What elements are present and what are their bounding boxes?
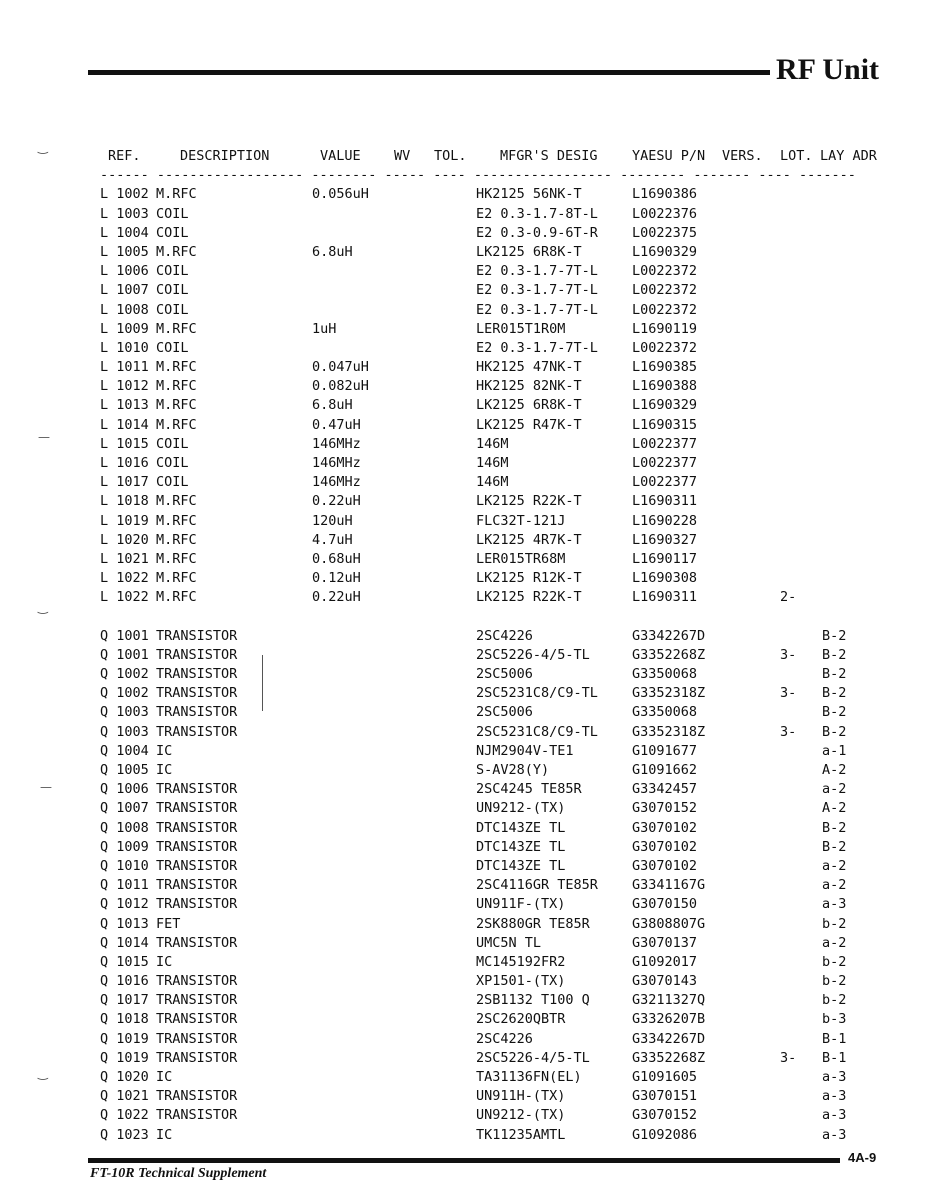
description-cell: TRANSISTOR — [156, 646, 238, 663]
value-cell: 6.8uH — [312, 243, 353, 260]
description-cell: M.RFC — [156, 512, 197, 529]
margin-mark: — — [40, 780, 52, 794]
part-number-cell: G3070151 — [632, 1088, 698, 1105]
description-cell: TRANSISTOR — [156, 704, 238, 721]
mfgr-cell: XP1501-(TX) — [476, 973, 566, 990]
mfgr-cell: DTC143ZE TL — [476, 838, 566, 855]
layout-address-cell: B-2 — [822, 819, 847, 836]
part-number-cell: L1690117 — [632, 550, 698, 567]
value-cell: 0.056uH — [312, 186, 369, 203]
description-cell: TRANSISTOR — [156, 877, 238, 894]
mfgr-cell: HK2125 82NK-T — [476, 378, 582, 395]
part-number-cell: G1091605 — [632, 1069, 698, 1085]
part-number-cell: L1690385 — [632, 359, 698, 376]
mfgr-cell: S-AV28(Y) — [476, 762, 550, 778]
ref-cell: Q 1003 — [100, 723, 149, 740]
ref-cell: Q 1002 — [100, 666, 149, 683]
description-cell: FET — [156, 915, 181, 932]
mfgr-cell: 2SC4226 — [476, 627, 533, 644]
part-number-cell: L1690329 — [632, 243, 698, 260]
ref-cell: Q 1018 — [100, 1011, 149, 1028]
part-number-cell: L0022377 — [632, 455, 698, 471]
mfgr-cell: HK2125 56NK-T — [476, 186, 582, 203]
mfgr-cell: LK2125 6R8K-T — [476, 397, 582, 414]
part-number-cell: L0022376 — [632, 205, 698, 222]
description-cell: TRANSISTOR — [156, 896, 238, 913]
description-cell: COIL — [156, 282, 189, 299]
description-cell: COIL — [156, 301, 189, 318]
part-number-cell: G3350068 — [632, 704, 698, 721]
description-cell: M.RFC — [156, 397, 197, 414]
ref-cell: L 1022 — [100, 589, 149, 606]
layout-address-cell: a-3 — [822, 1126, 847, 1143]
ref-cell: Q 1019 — [100, 1049, 149, 1066]
mfgr-cell: DTC143ZE TL — [476, 819, 566, 836]
mfgr-cell: E2 0.3-0.9-6T-R — [476, 224, 598, 241]
layout-address-cell: B-1 — [822, 1030, 847, 1047]
value-cell: 4.7uH — [312, 531, 353, 548]
margin-mark: ‿ — [38, 140, 48, 154]
ref-cell: L 1020 — [100, 531, 149, 548]
part-number-cell: G1091662 — [632, 762, 698, 778]
value-cell: 0.47uH — [312, 416, 361, 433]
part-number-cell: L0022372 — [632, 301, 698, 318]
description-cell: TRANSISTOR — [156, 973, 238, 990]
description-cell: COIL — [156, 205, 189, 222]
layout-address-cell: b-2 — [822, 915, 847, 932]
ref-cell: Q 1013 — [100, 915, 149, 932]
ref-cell: Q 1001 — [100, 646, 149, 663]
part-number-cell: G3352318Z — [632, 685, 706, 702]
ref-cell: Q 1022 — [100, 1107, 149, 1124]
description-cell: IC — [156, 1126, 173, 1143]
part-number-cell: G1092017 — [632, 953, 698, 970]
ref-cell: Q 1023 — [100, 1126, 149, 1143]
ref-cell: Q 1007 — [100, 800, 149, 817]
value-cell: 1uH — [312, 320, 337, 337]
layout-address-cell: A-2 — [822, 762, 847, 778]
ref-cell: Q 1006 — [100, 781, 149, 798]
ref-cell: Q 1005 — [100, 762, 149, 778]
col-lot: LOT. — [780, 148, 813, 164]
description-cell: COIL — [156, 435, 189, 452]
description-cell: M.RFC — [156, 186, 197, 203]
description-cell: TRANSISTOR — [156, 685, 238, 702]
mfgr-cell: UN9212-(TX) — [476, 800, 566, 817]
layout-address-cell: b-2 — [822, 953, 847, 970]
col-lay: LAY ADR — [820, 148, 877, 164]
mfgr-cell: UN911H-(TX) — [476, 1088, 566, 1105]
ref-cell: Q 1001 — [100, 627, 149, 644]
col-ref: REF. — [108, 148, 141, 164]
ref-cell: L 1004 — [100, 224, 149, 241]
mfgr-cell: UMC5N TL — [476, 934, 542, 951]
mfgr-cell: LK2125 R22K-T — [476, 493, 582, 510]
mfgr-cell: LK2125 R22K-T — [476, 589, 582, 606]
mfgr-cell: LK2125 R47K-T — [476, 416, 582, 433]
ref-cell: Q 1010 — [100, 857, 149, 874]
description-cell: TRANSISTOR — [156, 1088, 238, 1105]
value-cell: 146MHz — [312, 435, 361, 452]
ref-cell: L 1003 — [100, 205, 149, 222]
description-cell: M.RFC — [156, 243, 197, 260]
layout-address-cell: B-2 — [822, 723, 847, 740]
mfgr-cell: MC145192FR2 — [476, 953, 566, 970]
description-cell: TRANSISTOR — [156, 838, 238, 855]
ref-cell: L 1018 — [100, 493, 149, 510]
description-cell: TRANSISTOR — [156, 781, 238, 798]
mfgr-cell: E2 0.3-1.7-7T-L — [476, 301, 598, 318]
part-number-cell: L0022377 — [632, 435, 698, 452]
part-number-cell: G3326207B — [632, 1011, 706, 1028]
margin-mark: ‿ — [38, 1066, 48, 1080]
part-number-cell: L0022375 — [632, 224, 698, 241]
margin-mark: — — [38, 430, 50, 444]
col-description: DESCRIPTION — [180, 148, 270, 164]
mfgr-cell: UN9212-(TX) — [476, 1107, 566, 1124]
description-cell: M.RFC — [156, 320, 197, 337]
description-cell: TRANSISTOR — [156, 627, 238, 644]
ref-cell: L 1016 — [100, 455, 149, 471]
ref-cell: L 1002 — [100, 186, 149, 203]
description-cell: M.RFC — [156, 589, 197, 606]
part-number-cell: L1690329 — [632, 397, 698, 414]
col-mfgr: MFGR'S DESIG — [500, 148, 598, 164]
part-number-cell: G3070143 — [632, 973, 698, 990]
mfgr-cell: 2SK880GR TE85R — [476, 915, 590, 932]
mfgr-cell: FLC32T-121J — [476, 512, 566, 529]
layout-address-cell: a-2 — [822, 857, 847, 874]
mfgr-cell: 2SC2620QBTR — [476, 1011, 566, 1028]
part-number-cell: G1091677 — [632, 742, 698, 759]
part-number-cell: L1690315 — [632, 416, 698, 433]
ref-cell: L 1010 — [100, 339, 149, 356]
ref-cell: Q 1002 — [100, 685, 149, 702]
lot-cell: 2- — [780, 589, 797, 606]
ref-cell: L 1021 — [100, 550, 149, 567]
part-number-cell: G3352268Z — [632, 1049, 706, 1066]
description-cell: TRANSISTOR — [156, 1030, 238, 1047]
description-cell: M.RFC — [156, 359, 197, 376]
mfgr-cell: UN911F-(TX) — [476, 896, 566, 913]
separator-dashes: ------ ------------------ -------- ----- ---- ----------------- -------- ------- ---- ------- — [100, 167, 856, 184]
layout-address-cell: B-2 — [822, 627, 847, 644]
part-number-cell: G3070137 — [632, 934, 698, 951]
col-pn: YAESU P/N — [632, 148, 706, 164]
footer-rule — [88, 1158, 840, 1163]
description-cell: TRANSISTOR — [156, 992, 238, 1009]
ref-cell: L 1011 — [100, 359, 149, 376]
description-cell: COIL — [156, 474, 189, 491]
part-number-cell: L1690228 — [632, 512, 698, 529]
lot-cell: 3- — [780, 723, 797, 740]
layout-address-cell: a-2 — [822, 934, 847, 951]
part-number-cell: G3070102 — [632, 819, 698, 836]
mfgr-cell: TK11235AMTL — [476, 1126, 566, 1143]
ref-cell: Q 1009 — [100, 838, 149, 855]
description-cell: M.RFC — [156, 570, 197, 587]
description-cell: TRANSISTOR — [156, 1049, 238, 1066]
part-number-cell: G3070152 — [632, 800, 698, 817]
description-cell: TRANSISTOR — [156, 857, 238, 874]
ref-cell: L 1013 — [100, 397, 149, 414]
mfgr-cell: E2 0.3-1.7-7T-L — [476, 339, 598, 356]
ref-cell: L 1008 — [100, 301, 149, 318]
part-number-cell: L1690327 — [632, 531, 698, 548]
description-cell: M.RFC — [156, 416, 197, 433]
part-number-cell: G3070102 — [632, 838, 698, 855]
part-number-cell: G3808807G — [632, 915, 706, 932]
layout-address-cell: B-2 — [822, 666, 847, 683]
value-cell: 0.68uH — [312, 550, 361, 567]
part-number-cell: L0022372 — [632, 339, 698, 356]
description-cell: TRANSISTOR — [156, 800, 238, 817]
layout-address-cell: B-1 — [822, 1049, 847, 1066]
mfgr-cell: 2SC5231C8/C9-TL — [476, 685, 598, 702]
value-cell: 6.8uH — [312, 397, 353, 414]
description-cell: COIL — [156, 339, 189, 356]
layout-address-cell: b-3 — [822, 1011, 847, 1028]
mfgr-cell: E2 0.3-1.7-8T-L — [476, 205, 598, 222]
ref-cell: L 1022 — [100, 570, 149, 587]
part-number-cell: G3070152 — [632, 1107, 698, 1124]
description-cell: TRANSISTOR — [156, 934, 238, 951]
part-number-cell: L0022377 — [632, 474, 698, 491]
description-cell: IC — [156, 762, 173, 778]
mfgr-cell: 2SC5006 — [476, 666, 533, 683]
value-cell: 120uH — [312, 512, 353, 529]
part-number-cell: G1092086 — [632, 1126, 698, 1143]
mfgr-cell: E2 0.3-1.7-7T-L — [476, 282, 598, 299]
part-number-cell: L1690386 — [632, 186, 698, 203]
mfgr-cell: 2SC4116GR TE85R — [476, 877, 598, 894]
part-number-cell: G3352268Z — [632, 646, 706, 663]
ref-cell: Q 1019 — [100, 1030, 149, 1047]
part-number-cell: L1690388 — [632, 378, 698, 395]
description-cell: TRANSISTOR — [156, 723, 238, 740]
description-cell: TRANSISTOR — [156, 666, 238, 683]
mfgr-cell: LER015T1R0M — [476, 320, 566, 337]
col-vers: VERS. — [722, 148, 763, 164]
value-cell: 146MHz — [312, 474, 361, 491]
ref-cell: L 1012 — [100, 378, 149, 395]
layout-address-cell: a-2 — [822, 877, 847, 894]
layout-address-cell: B-2 — [822, 838, 847, 855]
mfgr-cell: NJM2904V-TE1 — [476, 742, 574, 759]
value-cell: 0.22uH — [312, 589, 361, 606]
description-cell: COIL — [156, 263, 189, 280]
layout-address-cell: B-2 — [822, 704, 847, 721]
ref-cell: L 1006 — [100, 263, 149, 280]
part-number-cell: G3070102 — [632, 857, 698, 874]
layout-address-cell: b-2 — [822, 973, 847, 990]
description-cell: M.RFC — [156, 531, 197, 548]
ref-cell: Q 1008 — [100, 819, 149, 836]
footer-title: FT-10R Technical Supplement — [90, 1166, 267, 1181]
description-cell: COIL — [156, 455, 189, 471]
ref-cell: L 1019 — [100, 512, 149, 529]
lot-cell: 3- — [780, 1049, 797, 1066]
mfgr-cell: 2SC5231C8/C9-TL — [476, 723, 598, 740]
col-wv: WV — [394, 148, 411, 164]
layout-address-cell: b-2 — [822, 992, 847, 1009]
part-number-cell: G3211327Q — [632, 992, 706, 1009]
layout-address-cell: a-1 — [822, 742, 847, 759]
description-cell: M.RFC — [156, 378, 197, 395]
mfgr-cell: 2SC4226 — [476, 1030, 533, 1047]
part-number-cell: G3342457 — [632, 781, 698, 798]
mfgr-cell: LER015TR68M — [476, 550, 566, 567]
lot-cell: 3- — [780, 646, 797, 663]
description-cell: TRANSISTOR — [156, 1107, 238, 1124]
layout-address-cell: B-2 — [822, 646, 847, 663]
ref-cell: Q 1017 — [100, 992, 149, 1009]
mfgr-cell: DTC143ZE TL — [476, 857, 566, 874]
ref-cell: L 1005 — [100, 243, 149, 260]
description-cell: TRANSISTOR — [156, 1011, 238, 1028]
mfgr-cell: LK2125 6R8K-T — [476, 243, 582, 260]
ref-cell: Q 1020 — [100, 1069, 149, 1085]
layout-address-cell: B-2 — [822, 685, 847, 702]
ref-cell: Q 1011 — [100, 877, 149, 894]
layout-address-cell: a-2 — [822, 781, 847, 798]
mfgr-cell: 2SC5226-4/5-TL — [476, 646, 590, 663]
ref-cell: Q 1004 — [100, 742, 149, 759]
description-cell: M.RFC — [156, 550, 197, 567]
lot-cell: 3- — [780, 685, 797, 702]
part-number-cell: G3070150 — [632, 896, 698, 913]
mfgr-cell: 146M — [476, 474, 509, 491]
part-number-cell: L0022372 — [632, 263, 698, 280]
value-cell: 0.12uH — [312, 570, 361, 587]
description-cell: IC — [156, 953, 173, 970]
col-tol: TOL. — [434, 148, 467, 164]
ref-cell: L 1007 — [100, 282, 149, 299]
ref-cell: Q 1014 — [100, 934, 149, 951]
layout-address-cell: a-3 — [822, 1069, 847, 1085]
mfgr-cell: 2SC5226-4/5-TL — [476, 1049, 590, 1066]
margin-mark: ‿ — [38, 600, 48, 614]
value-cell: 0.22uH — [312, 493, 361, 510]
mfgr-cell: 146M — [476, 455, 509, 471]
ref-cell: Q 1016 — [100, 973, 149, 990]
layout-address-cell: A-2 — [822, 800, 847, 817]
page-title: RF Unit — [776, 53, 880, 86]
part-number-cell: G3342267D — [632, 1030, 706, 1047]
description-cell: TRANSISTOR — [156, 819, 238, 836]
mfgr-cell: LK2125 R12K-T — [476, 570, 582, 587]
ref-cell: Q 1003 — [100, 704, 149, 721]
part-number-cell: L1690311 — [632, 493, 698, 510]
part-number-cell: G3341167G — [632, 877, 706, 894]
description-cell: COIL — [156, 224, 189, 241]
mfgr-cell: LK2125 4R7K-T — [476, 531, 582, 548]
mfgr-cell: E2 0.3-1.7-7T-L — [476, 263, 598, 280]
value-cell: 0.082uH — [312, 378, 369, 395]
col-value: VALUE — [320, 148, 361, 164]
value-cell: 146MHz — [312, 455, 361, 471]
mfgr-cell: 2SC4245 TE85R — [476, 781, 582, 798]
layout-address-cell: a-3 — [822, 896, 847, 913]
description-cell: IC — [156, 1069, 173, 1085]
description-cell: M.RFC — [156, 493, 197, 510]
header-rule — [88, 70, 770, 75]
description-cell: IC — [156, 742, 173, 759]
part-number-cell: L1690311 — [632, 589, 698, 606]
margin-pen-mark — [262, 655, 263, 711]
mfgr-cell: TA31136FN(EL) — [476, 1069, 582, 1085]
value-cell: 0.047uH — [312, 359, 369, 376]
part-number-cell: L1690308 — [632, 570, 698, 587]
mfgr-cell: 2SC5006 — [476, 704, 533, 721]
page-number: 4A-9 — [848, 1150, 877, 1165]
mfgr-cell: 146M — [476, 435, 509, 452]
ref-cell: L 1014 — [100, 416, 149, 433]
part-number-cell: L1690119 — [632, 320, 698, 337]
ref-cell: L 1009 — [100, 320, 149, 337]
layout-address-cell: a-3 — [822, 1107, 847, 1124]
ref-cell: Q 1021 — [100, 1088, 149, 1105]
mfgr-cell: 2SB1132 T100 Q — [476, 992, 590, 1009]
ref-cell: Q 1012 — [100, 896, 149, 913]
part-number-cell: G3342267D — [632, 627, 706, 644]
ref-cell: L 1015 — [100, 435, 149, 452]
mfgr-cell: HK2125 47NK-T — [476, 359, 582, 376]
ref-cell: L 1017 — [100, 474, 149, 491]
part-number-cell: G3352318Z — [632, 723, 706, 740]
layout-address-cell: a-3 — [822, 1088, 847, 1105]
part-number-cell: L0022372 — [632, 282, 698, 299]
part-number-cell: G3350068 — [632, 666, 698, 683]
ref-cell: Q 1015 — [100, 953, 149, 970]
